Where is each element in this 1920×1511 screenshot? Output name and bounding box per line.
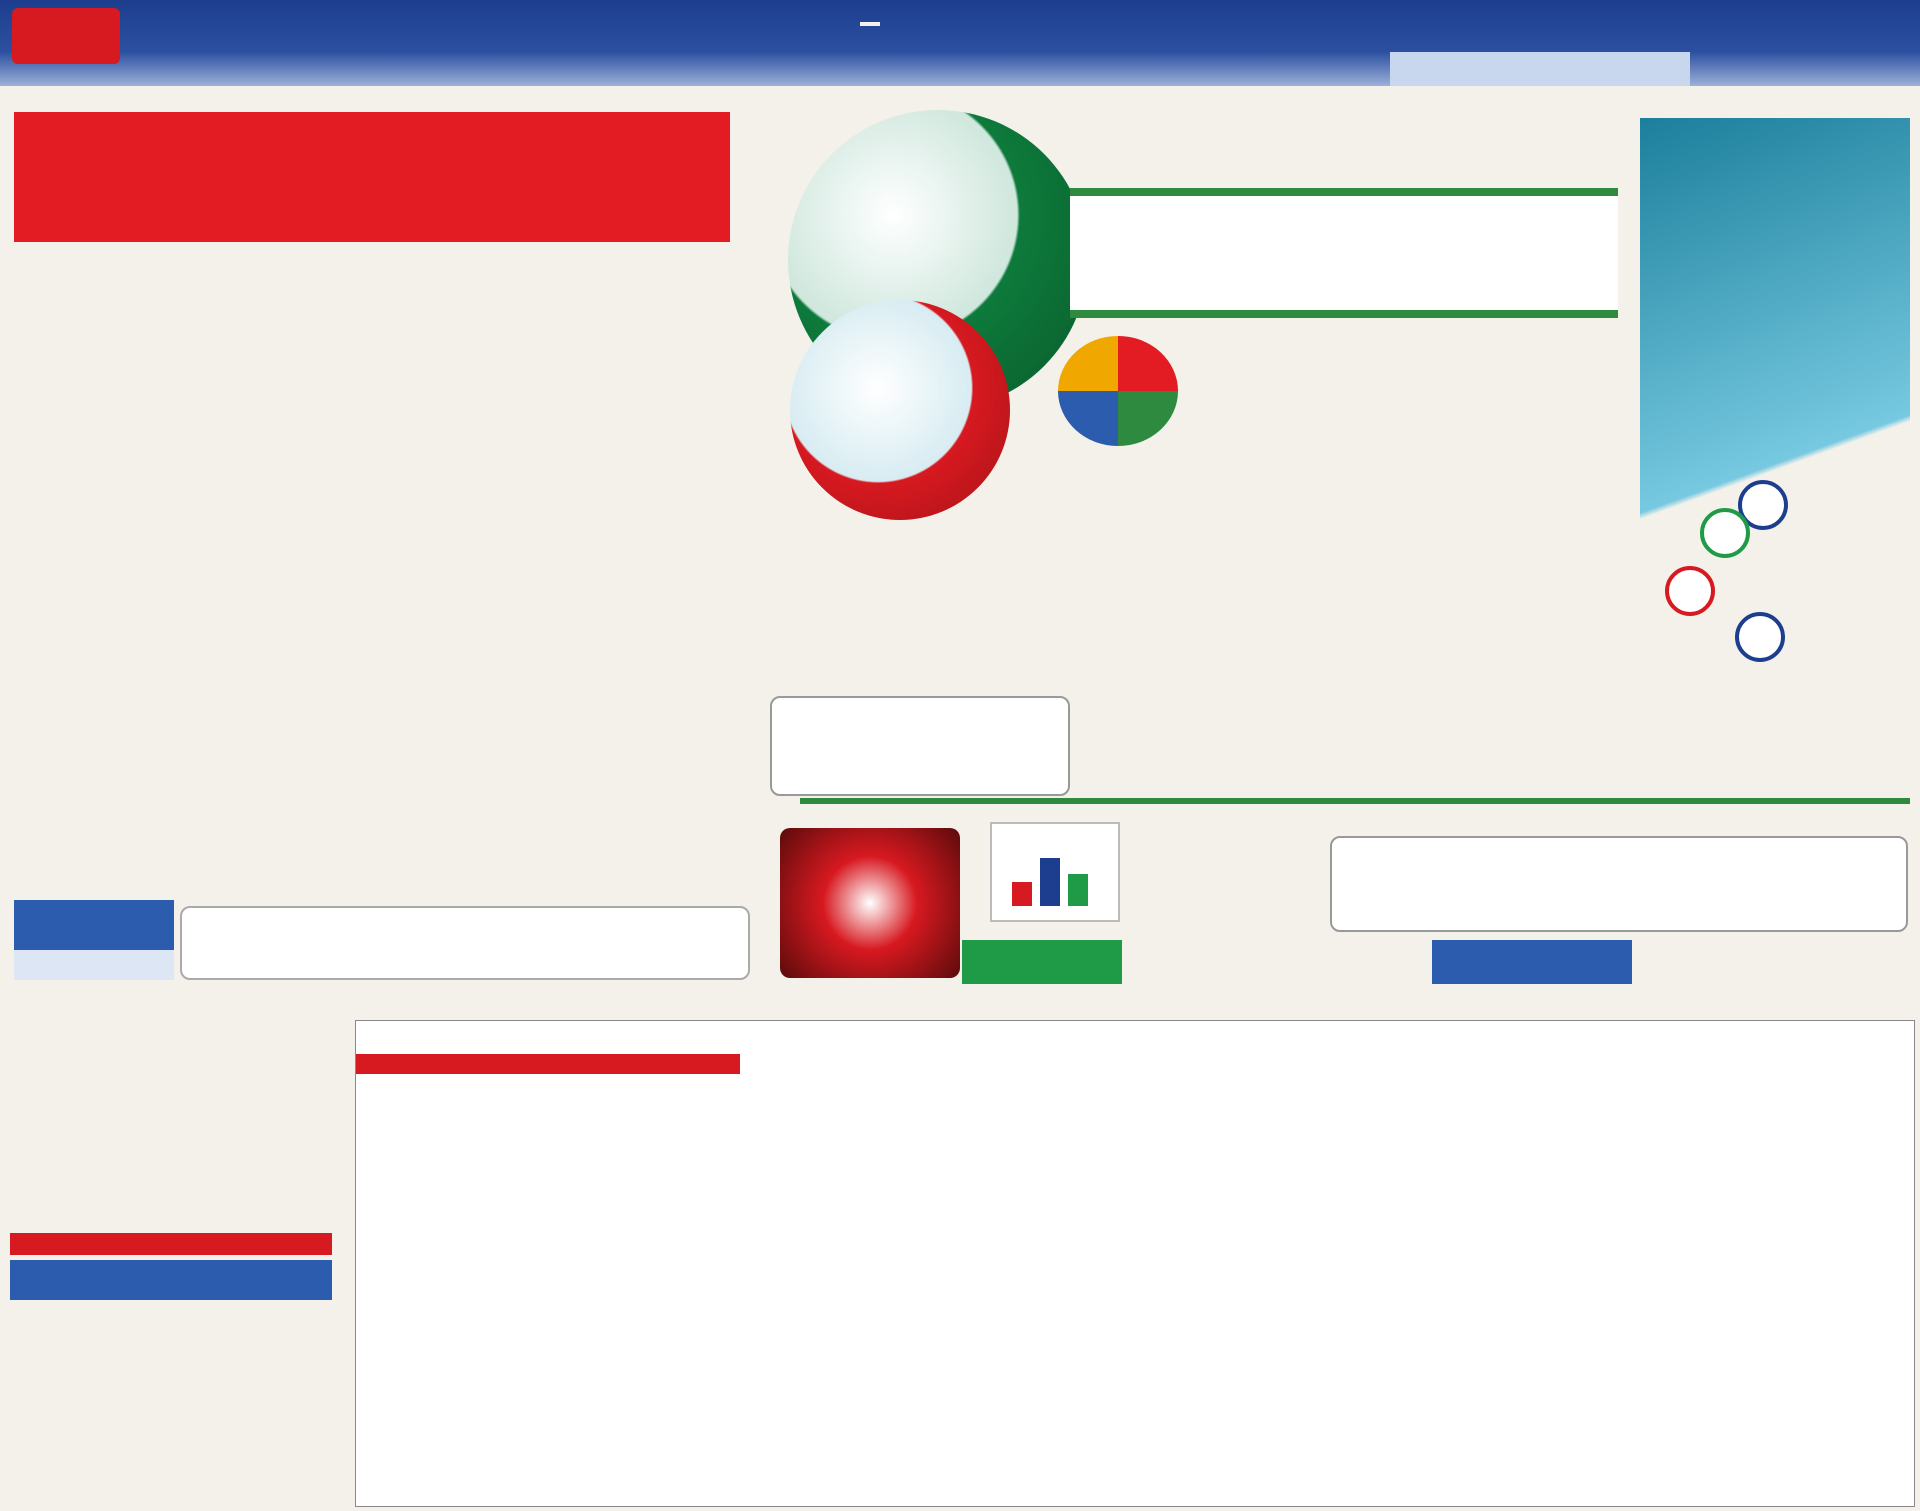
copyright-notice: [14, 112, 730, 242]
color-note: [10, 1233, 332, 1255]
hot-numbers-sub: [14, 950, 174, 980]
trend-logo: [1058, 336, 1178, 446]
bar-chart-icon: [990, 822, 1120, 922]
newspaper-logo: [860, 22, 880, 26]
hot-numbers-box: [180, 906, 750, 980]
lucky-text: [1330, 836, 1908, 932]
hot-numbers-title: [14, 900, 174, 950]
divider: [800, 798, 1910, 804]
results-title: [10, 1260, 332, 1300]
strategy-ball: [1735, 612, 1785, 662]
pick-summary: [770, 696, 1070, 796]
strategy-ball: [1665, 566, 1715, 616]
headline: [1070, 188, 1618, 318]
sub-pick-label: [1432, 940, 1632, 984]
english-name: [1390, 52, 1690, 86]
hero-ball-24: [790, 300, 1010, 520]
fire-icon: [780, 828, 960, 978]
main-pick-label: [962, 940, 1122, 984]
strategy-ball: [1700, 508, 1750, 558]
results-grid: [355, 1020, 1915, 1507]
grid-head: [356, 1054, 740, 1074]
page-number: [12, 8, 120, 64]
